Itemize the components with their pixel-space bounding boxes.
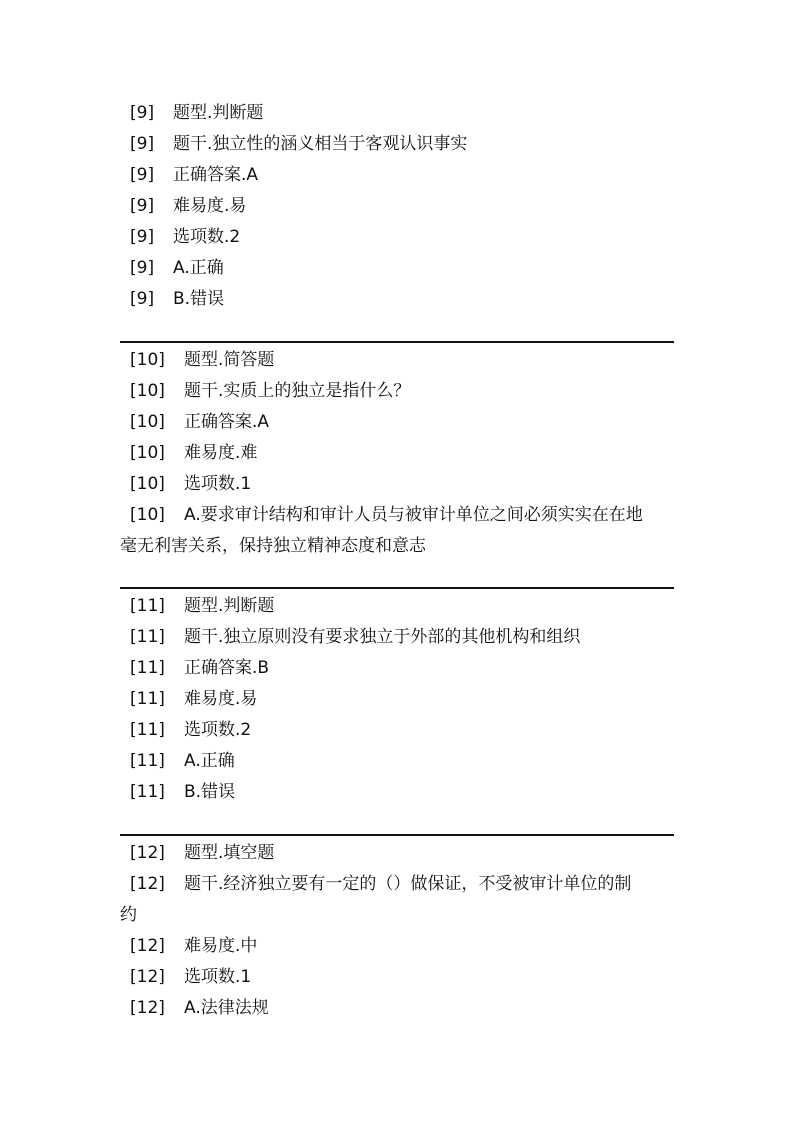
q-number: [11]	[130, 627, 165, 647]
q-number: [11]	[130, 720, 165, 740]
q-number: [10]	[130, 350, 165, 370]
q9-line	[130, 195, 690, 217]
q-text-continuation: 约	[120, 905, 137, 925]
q-text: B.错误	[173, 289, 225, 309]
q-number: [9]	[130, 196, 155, 216]
q-number: [12]	[130, 936, 165, 956]
q-number: [9]	[130, 258, 155, 278]
q10-line	[130, 411, 690, 433]
q9-line	[130, 133, 690, 155]
section-divider	[120, 341, 674, 343]
q-text: A.正确	[184, 751, 235, 771]
q-number: [12]	[130, 843, 165, 863]
q-number: [10]	[130, 443, 165, 463]
q12-line	[130, 935, 690, 957]
q-number: [11]	[130, 689, 165, 709]
q9-line	[130, 226, 690, 248]
q-number: [9]	[130, 227, 155, 247]
q-text: 题型.简答题	[184, 350, 275, 370]
q-text: 难易度.易	[173, 196, 247, 216]
q10-line	[130, 473, 690, 495]
q-number: [10]	[130, 505, 165, 525]
q-text: 选项数.1	[184, 474, 252, 494]
q-number: [12]	[130, 998, 165, 1018]
q-number: [9]	[130, 165, 155, 185]
q9-line	[130, 288, 690, 310]
q-text: 题型.判断题	[173, 103, 264, 123]
q-text: 选项数.2	[173, 227, 241, 247]
q11-line	[130, 719, 690, 741]
q-text: 难易度.易	[184, 689, 258, 709]
q-text: 正确答案.B	[184, 658, 270, 678]
q-number: [11]	[130, 751, 165, 771]
q11-line	[130, 626, 690, 648]
q10-line-wrapped	[120, 504, 690, 556]
q-text: 题干.经济独立要有一定的（）做保证，不受被审计单位的制	[184, 874, 632, 894]
q12-line	[130, 966, 690, 988]
q-number: [11]	[130, 596, 165, 616]
q10-line	[130, 380, 690, 402]
q-text: A.正确	[173, 258, 224, 278]
q-text-continuation: 毫无利害关系，保持独立精神态度和意志	[120, 536, 426, 556]
q11-line	[130, 688, 690, 710]
section-divider	[120, 587, 674, 589]
q9-line	[130, 257, 690, 279]
q-text: 正确答案.A	[173, 165, 259, 185]
q-text: 选项数.1	[184, 967, 252, 987]
q-number: [10]	[130, 412, 165, 432]
q10-line	[130, 442, 690, 464]
q-text: 难易度.难	[184, 443, 258, 463]
q-text: 选项数.2	[184, 720, 252, 740]
q-text: 难易度.中	[184, 936, 258, 956]
q-number: [9]	[130, 289, 155, 309]
q-text: 题干.实质上的独立是指什么？	[184, 381, 411, 401]
q-text: 正确答案.A	[184, 412, 270, 432]
q-number: [10]	[130, 381, 165, 401]
q-text: 题干.独立原则没有要求独立于外部的其他机构和组织	[184, 627, 581, 647]
q9-line	[130, 102, 690, 124]
q-text: B.错误	[184, 782, 236, 802]
q-number: [12]	[130, 967, 165, 987]
q-text: 题干.独立性的涵义相当于客观认识事实	[173, 134, 468, 154]
q-text: A.法律法规	[184, 998, 269, 1018]
q11-line	[130, 781, 690, 803]
q-number: [11]	[130, 782, 165, 802]
section-divider	[120, 834, 674, 836]
q10-line	[130, 349, 690, 371]
q12-line	[130, 842, 690, 864]
q-text: 题型.填空题	[184, 843, 275, 863]
q11-line	[130, 750, 690, 772]
q11-line	[130, 595, 690, 617]
q12-line	[130, 997, 690, 1019]
q-number: [10]	[130, 474, 165, 494]
q9-line	[130, 164, 690, 186]
q-text: A.要求审计结构和审计人员与被审计单位之间必须实实在在地	[184, 505, 643, 525]
q-number: [11]	[130, 658, 165, 678]
q-number: [9]	[130, 103, 155, 123]
q11-line	[130, 657, 690, 679]
q-number: [9]	[130, 134, 155, 154]
q-text: 题型.判断题	[184, 596, 275, 616]
q12-line-wrapped	[120, 873, 690, 925]
q-number: [12]	[130, 874, 165, 894]
